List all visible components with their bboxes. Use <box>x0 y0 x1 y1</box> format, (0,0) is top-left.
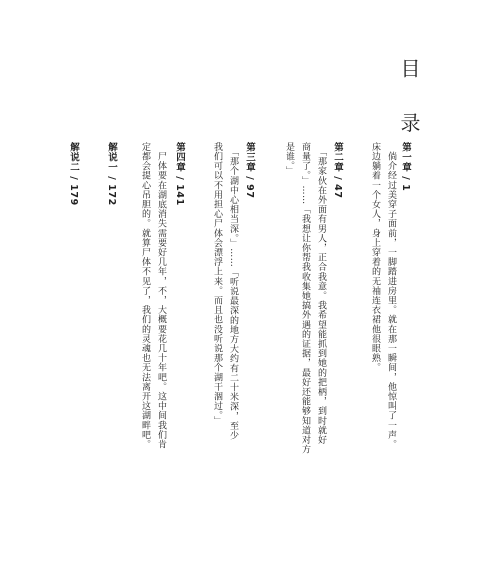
toc-excerpt-line: 定都会提心吊胆的。就算尸体不见了，我们的灵魂也无法离开这湖畔吧。 <box>140 142 150 450</box>
toc-excerpt-line: 是谁。」 <box>284 142 294 176</box>
toc-excerpt-line: 「那个湖中心相当深。」……「听说最深的地方大约有二十米深，至少 <box>228 142 238 441</box>
toc-excerpt-line: 尸体要在湖底消失需要好几年，不，大概要花几十年吧。这中间我们肯 <box>156 142 166 450</box>
toc-heading-chapter-1[interactable]: 第一章 / 1 <box>400 142 411 192</box>
toc-heading-commentary-2[interactable]: 解说二 / 179 <box>68 142 79 206</box>
toc-heading-chapter-2[interactable]: 第二章 / 47 <box>332 142 343 199</box>
toc-heading-commentary-1[interactable]: 解说一 / 172 <box>106 142 117 206</box>
toc-heading-chapter-4[interactable]: 第四章 / 141 <box>174 142 185 206</box>
toc-excerpt-line: 我们可以不用担心尸体会漂浮上来。而且也没听说那个湖干涸过。」 <box>212 142 222 426</box>
page-title: 目 录 <box>397 58 421 147</box>
toc-excerpt-line: 倘介经过美穿子面前，一脚踏进房里。就在那一瞬间，他惊叫了一声。 <box>386 142 396 450</box>
toc-excerpt-line: 「那家伙在外面有男人，正合我意。我希望能抓到她的把柄，到时就好 <box>316 142 326 445</box>
toc-excerpt-line: 商量了。」……「我想让你帮我收集她搞外遇的证据，最好还能够知道对方 <box>300 142 310 455</box>
toc-heading-chapter-3[interactable]: 第三章 / 97 <box>244 142 255 199</box>
toc-excerpt-line: 床边躺着一个女人，身上穿着的无袖连衣裙他很眼熟。 <box>370 142 380 373</box>
